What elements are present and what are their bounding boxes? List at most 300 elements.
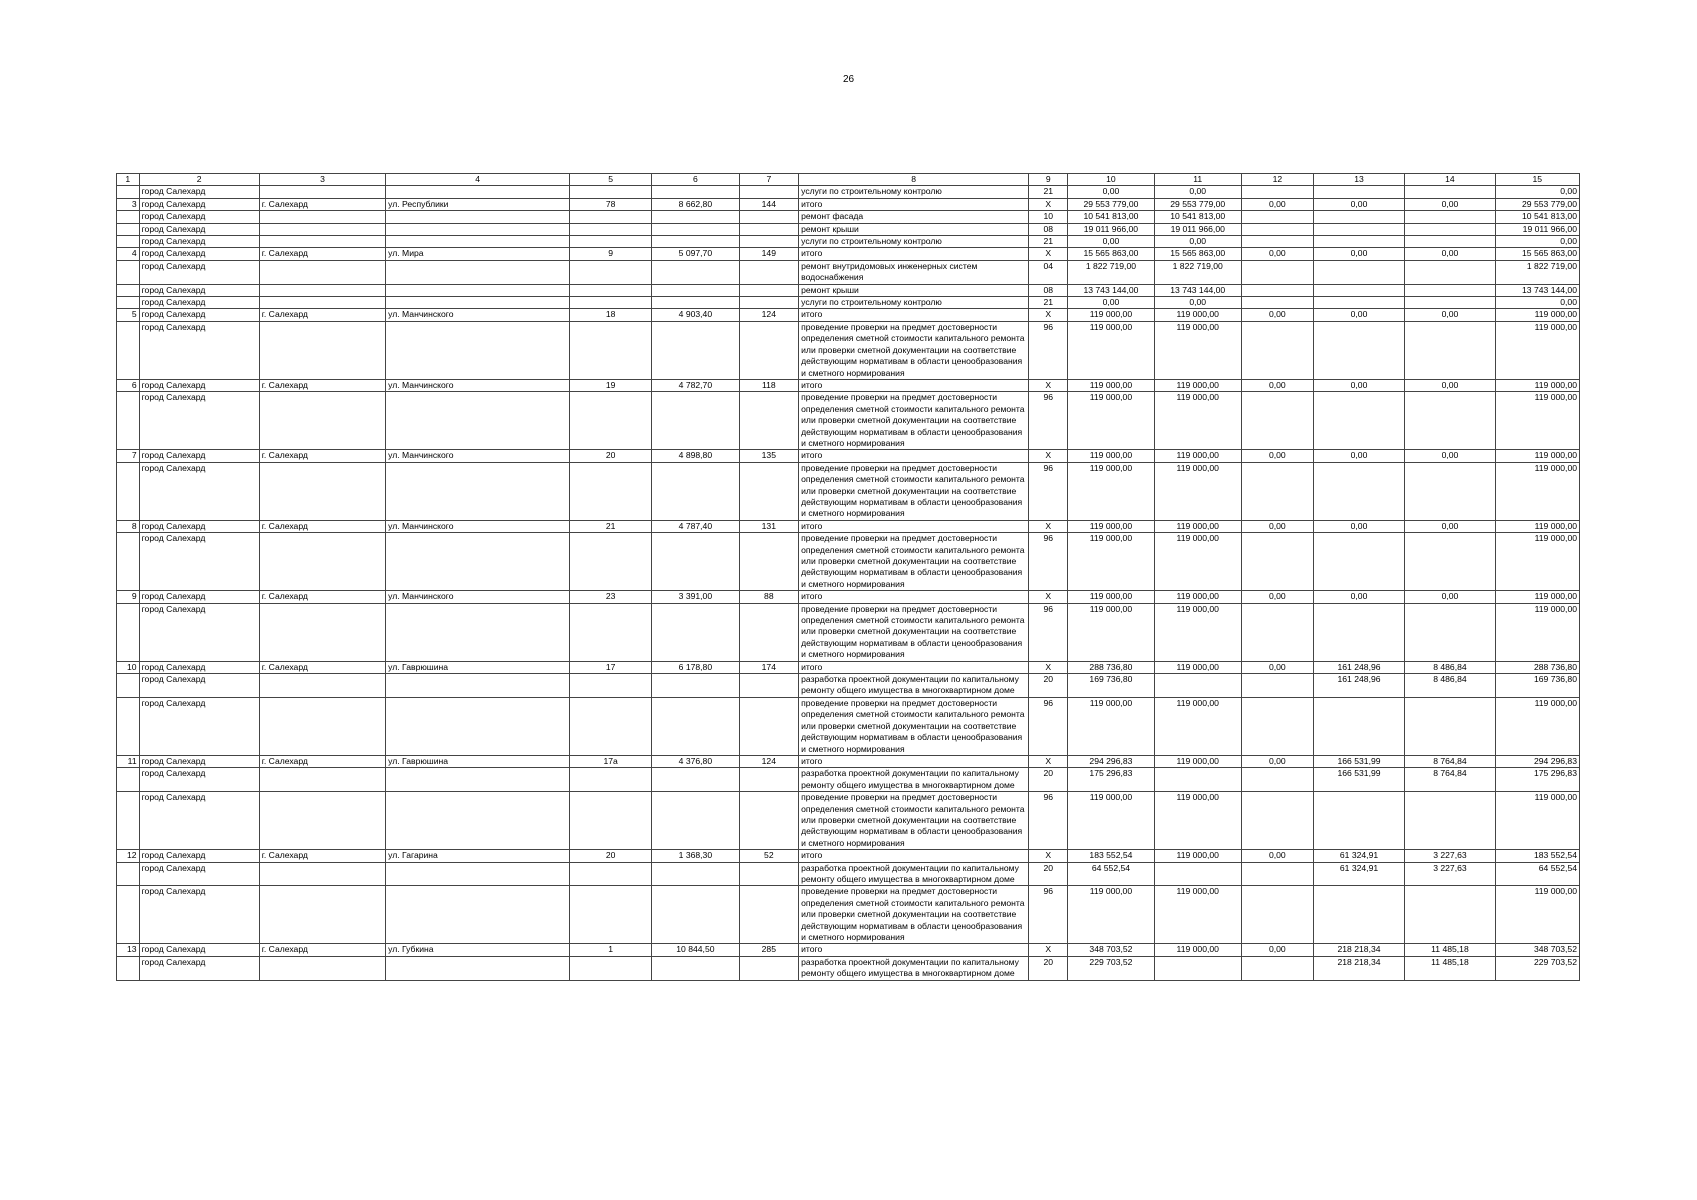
budget-cost-cell: 0,00 <box>1241 661 1313 673</box>
work-code-cell: 96 <box>1029 392 1068 450</box>
settlement-cell <box>259 462 385 520</box>
street-cell <box>386 697 570 755</box>
area-cell <box>652 321 739 379</box>
settlement-cell <box>259 392 385 450</box>
house-number-cell: 17 <box>570 661 652 673</box>
col-header: 4 <box>386 174 570 186</box>
work-code-cell: X <box>1029 661 1068 673</box>
district-cost-cell <box>1313 223 1404 235</box>
residents-cell: 118 <box>739 379 799 391</box>
table-row <box>117 450 1580 462</box>
sum-cell: 119 000,00 <box>1495 520 1579 532</box>
owners-cost-cell: 0,00 <box>1405 450 1495 462</box>
fund-cost-cell: 119 000,00 <box>1154 792 1241 850</box>
work-code-cell: 21 <box>1029 186 1068 198</box>
total-cost-cell: 348 703,52 <box>1068 944 1154 956</box>
fund-cost-cell: 15 565 863,00 <box>1154 248 1241 260</box>
work-code-cell: X <box>1029 450 1068 462</box>
work-type-cell: итого <box>799 198 1029 210</box>
table-row <box>117 768 1580 792</box>
table-row <box>117 284 1580 296</box>
owners-cost-cell <box>1405 236 1495 248</box>
settlement-cell <box>259 186 385 198</box>
settlement-cell <box>259 697 385 755</box>
residents-cell: 124 <box>739 755 799 767</box>
work-type-cell: проведение проверки на предмет достоверности определения сметной стоимости капитального ремонта или проверки сметной документации на соответствие действующим нормативам в области ценообразования и сметного нормирования <box>799 392 1029 450</box>
table-row <box>117 198 1580 210</box>
work-code-cell: 20 <box>1029 674 1068 698</box>
total-cost-cell: 119 000,00 <box>1068 591 1154 603</box>
budget-cost-cell <box>1241 533 1313 591</box>
municipality-cell: город Салехард <box>139 674 259 698</box>
budget-cost-cell: 0,00 <box>1241 450 1313 462</box>
work-code-cell: X <box>1029 309 1068 321</box>
settlement-cell: г. Салехард <box>259 591 385 603</box>
residents-cell <box>739 223 799 235</box>
area-cell <box>652 284 739 296</box>
street-cell <box>386 862 570 886</box>
table-row <box>117 661 1580 673</box>
district-cost-cell <box>1313 186 1404 198</box>
house-number-cell: 21 <box>570 520 652 532</box>
residents-cell <box>739 321 799 379</box>
street-cell: ул. Манчинского <box>386 309 570 321</box>
settlement-cell <box>259 533 385 591</box>
municipality-cell: город Салехард <box>139 321 259 379</box>
sum-cell: 13 743 144,00 <box>1495 284 1579 296</box>
settlement-cell <box>259 768 385 792</box>
total-cost-cell: 119 000,00 <box>1068 886 1154 944</box>
fund-cost-cell: 119 000,00 <box>1154 321 1241 379</box>
sum-cell: 288 736,80 <box>1495 661 1579 673</box>
budget-cost-cell <box>1241 284 1313 296</box>
row-number-cell <box>117 956 140 980</box>
settlement-cell <box>259 236 385 248</box>
total-cost-cell: 0,00 <box>1068 297 1154 309</box>
area-cell: 6 178,80 <box>652 661 739 673</box>
area-cell <box>652 462 739 520</box>
work-code-cell: X <box>1029 755 1068 767</box>
district-cost-cell: 0,00 <box>1313 309 1404 321</box>
municipality-cell: город Салехард <box>139 236 259 248</box>
fund-cost-cell: 119 000,00 <box>1154 450 1241 462</box>
work-code-cell: X <box>1029 944 1068 956</box>
house-number-cell <box>570 674 652 698</box>
area-cell <box>652 297 739 309</box>
budget-cost-cell: 0,00 <box>1241 591 1313 603</box>
owners-cost-cell <box>1405 211 1495 223</box>
work-code-cell: 21 <box>1029 236 1068 248</box>
house-number-cell <box>570 186 652 198</box>
house-number-cell <box>570 768 652 792</box>
area-cell: 5 097,70 <box>652 248 739 260</box>
work-type-cell: ремонт внутридомовых инженерных систем водоснабжения <box>799 260 1029 284</box>
row-number-cell <box>117 284 140 296</box>
street-cell <box>386 603 570 661</box>
work-type-cell: услуги по строительному контролю <box>799 186 1029 198</box>
house-number-cell <box>570 792 652 850</box>
house-number-cell <box>570 862 652 886</box>
owners-cost-cell: 0,00 <box>1405 520 1495 532</box>
sum-cell: 119 000,00 <box>1495 697 1579 755</box>
fund-cost-cell: 19 011 966,00 <box>1154 223 1241 235</box>
total-cost-cell: 119 000,00 <box>1068 533 1154 591</box>
residents-cell <box>739 211 799 223</box>
col-header: 1 <box>117 174 140 186</box>
col-header: 15 <box>1495 174 1579 186</box>
budget-cost-cell <box>1241 321 1313 379</box>
table-row <box>117 321 1580 379</box>
district-cost-cell: 0,00 <box>1313 520 1404 532</box>
residents-cell <box>739 297 799 309</box>
table-row <box>117 223 1580 235</box>
budget-cost-cell: 0,00 <box>1241 944 1313 956</box>
sum-cell: 119 000,00 <box>1495 591 1579 603</box>
work-type-cell: ремонт крыши <box>799 223 1029 235</box>
work-code-cell: 96 <box>1029 603 1068 661</box>
area-cell: 1 368,30 <box>652 850 739 862</box>
work-type-cell: итого <box>799 309 1029 321</box>
settlement-cell: г. Салехард <box>259 248 385 260</box>
residents-cell <box>739 533 799 591</box>
municipality-cell: город Салехард <box>139 956 259 980</box>
residents-cell: 131 <box>739 520 799 532</box>
row-number-cell: 10 <box>117 661 140 673</box>
table-row <box>117 186 1580 198</box>
sum-cell: 119 000,00 <box>1495 309 1579 321</box>
owners-cost-cell: 8 764,84 <box>1405 755 1495 767</box>
sum-cell: 29 553 779,00 <box>1495 198 1579 210</box>
owners-cost-cell <box>1405 260 1495 284</box>
house-number-cell <box>570 260 652 284</box>
sum-cell: 64 552,54 <box>1495 862 1579 886</box>
table-row <box>117 697 1580 755</box>
row-number-cell <box>117 792 140 850</box>
house-number-cell <box>570 886 652 944</box>
work-type-cell: проведение проверки на предмет достоверности определения сметной стоимости капитального ремонта или проверки сметной документации на соответствие действующим нормативам в области ценообразования и сметного нормирования <box>799 462 1029 520</box>
house-number-cell <box>570 236 652 248</box>
row-number-cell <box>117 462 140 520</box>
area-cell <box>652 768 739 792</box>
district-cost-cell <box>1313 236 1404 248</box>
work-type-cell: разработка проектной документации по капитальному ремонту общего имущества в многоквартирном доме <box>799 956 1029 980</box>
municipality-cell: город Салехард <box>139 198 259 210</box>
work-type-cell: проведение проверки на предмет достоверности определения сметной стоимости капитального ремонта или проверки сметной документации на соответствие действующим нормативам в области ценообразования и сметного нормирования <box>799 533 1029 591</box>
owners-cost-cell: 11 485,18 <box>1405 944 1495 956</box>
work-type-cell: разработка проектной документации по капитальному ремонту общего имущества в многоквартирном доме <box>799 674 1029 698</box>
municipality-cell: город Салехард <box>139 755 259 767</box>
fund-cost-cell: 119 000,00 <box>1154 309 1241 321</box>
col-header: 7 <box>739 174 799 186</box>
row-number-cell <box>117 533 140 591</box>
district-cost-cell: 166 531,99 <box>1313 755 1404 767</box>
area-cell <box>652 792 739 850</box>
fund-cost-cell: 119 000,00 <box>1154 520 1241 532</box>
fund-cost-cell: 10 541 813,00 <box>1154 211 1241 223</box>
municipality-cell: город Салехард <box>139 379 259 391</box>
budget-cost-cell <box>1241 886 1313 944</box>
col-header: 3 <box>259 174 385 186</box>
table-row <box>117 591 1580 603</box>
total-cost-cell: 119 000,00 <box>1068 792 1154 850</box>
table-row <box>117 886 1580 944</box>
row-number-cell: 11 <box>117 755 140 767</box>
area-cell <box>652 956 739 980</box>
municipality-cell: город Салехард <box>139 248 259 260</box>
budget-cost-cell <box>1241 768 1313 792</box>
total-cost-cell: 119 000,00 <box>1068 520 1154 532</box>
street-cell: ул. Республики <box>386 198 570 210</box>
municipality-cell: город Салехард <box>139 603 259 661</box>
work-type-cell: итого <box>799 591 1029 603</box>
work-type-cell: итого <box>799 755 1029 767</box>
row-number-cell <box>117 886 140 944</box>
settlement-cell <box>259 223 385 235</box>
street-cell <box>386 768 570 792</box>
area-cell <box>652 533 739 591</box>
total-cost-cell: 29 553 779,00 <box>1068 198 1154 210</box>
owners-cost-cell: 8 764,84 <box>1405 768 1495 792</box>
street-cell <box>386 284 570 296</box>
work-type-cell: проведение проверки на предмет достоверности определения сметной стоимости капитального ремонта или проверки сметной документации на соответствие действующим нормативам в области ценообразования и сметного нормирования <box>799 321 1029 379</box>
municipality-cell: город Салехард <box>139 211 259 223</box>
residents-cell <box>739 186 799 198</box>
settlement-cell: г. Салехард <box>259 944 385 956</box>
work-type-cell: итого <box>799 661 1029 673</box>
col-header: 12 <box>1241 174 1313 186</box>
area-cell: 4 376,80 <box>652 755 739 767</box>
total-cost-cell: 119 000,00 <box>1068 697 1154 755</box>
fund-cost-cell: 119 000,00 <box>1154 533 1241 591</box>
street-cell <box>386 236 570 248</box>
area-cell <box>652 211 739 223</box>
work-code-cell: 21 <box>1029 297 1068 309</box>
house-number-cell: 78 <box>570 198 652 210</box>
work-code-cell: X <box>1029 850 1068 862</box>
work-type-cell: проведение проверки на предмет достоверности определения сметной стоимости капитального ремонта или проверки сметной документации на соответствие действующим нормативам в области ценообразования и сметного нормирования <box>799 792 1029 850</box>
residents-cell <box>739 236 799 248</box>
table-row <box>117 944 1580 956</box>
table-row <box>117 956 1580 980</box>
budget-cost-cell <box>1241 674 1313 698</box>
street-cell: ул. Манчинского <box>386 591 570 603</box>
work-code-cell: X <box>1029 591 1068 603</box>
area-cell <box>652 223 739 235</box>
work-type-cell: итого <box>799 379 1029 391</box>
row-number-cell: 13 <box>117 944 140 956</box>
sum-cell: 119 000,00 <box>1495 321 1579 379</box>
settlement-cell: г. Салехард <box>259 198 385 210</box>
work-type-cell: проведение проверки на предмет достоверности определения сметной стоимости капитального ремонта или проверки сметной документации на соответствие действующим нормативам в области ценообразования и сметного нормирования <box>799 697 1029 755</box>
row-number-cell: 3 <box>117 198 140 210</box>
house-number-cell: 17а <box>570 755 652 767</box>
fund-cost-cell: 119 000,00 <box>1154 603 1241 661</box>
residents-cell <box>739 697 799 755</box>
table-row <box>117 862 1580 886</box>
house-number-cell <box>570 321 652 379</box>
fund-cost-cell <box>1154 768 1241 792</box>
district-cost-cell <box>1313 392 1404 450</box>
settlement-cell: г. Салехард <box>259 309 385 321</box>
budget-cost-cell <box>1241 297 1313 309</box>
settlement-cell <box>259 792 385 850</box>
area-cell <box>652 603 739 661</box>
municipality-cell: город Салехард <box>139 309 259 321</box>
residents-cell: 174 <box>739 661 799 673</box>
work-type-cell: ремонт крыши <box>799 284 1029 296</box>
municipality-cell: город Салехард <box>139 661 259 673</box>
work-code-cell: 96 <box>1029 321 1068 379</box>
municipality-cell: город Салехард <box>139 886 259 944</box>
work-type-cell: разработка проектной документации по капитальному ремонту общего имущества в многоквартирном доме <box>799 862 1029 886</box>
street-cell: ул. Гагарина <box>386 850 570 862</box>
total-cost-cell: 10 541 813,00 <box>1068 211 1154 223</box>
owners-cost-cell: 0,00 <box>1405 379 1495 391</box>
sum-cell: 348 703,52 <box>1495 944 1579 956</box>
area-cell <box>652 697 739 755</box>
owners-cost-cell: 0,00 <box>1405 591 1495 603</box>
budget-cost-cell <box>1241 956 1313 980</box>
municipality-cell: город Салехард <box>139 768 259 792</box>
municipality-cell: город Салехард <box>139 697 259 755</box>
sum-cell: 119 000,00 <box>1495 886 1579 944</box>
table-row <box>117 309 1580 321</box>
sum-cell: 119 000,00 <box>1495 379 1579 391</box>
house-number-cell: 20 <box>570 450 652 462</box>
total-cost-cell: 175 296,83 <box>1068 768 1154 792</box>
work-code-cell: 20 <box>1029 956 1068 980</box>
row-number-cell <box>117 697 140 755</box>
sum-cell: 0,00 <box>1495 297 1579 309</box>
table-row <box>117 211 1580 223</box>
area-cell: 4 782,70 <box>652 379 739 391</box>
district-cost-cell: 0,00 <box>1313 379 1404 391</box>
area-cell <box>652 260 739 284</box>
budget-cost-cell: 0,00 <box>1241 198 1313 210</box>
total-cost-cell: 15 565 863,00 <box>1068 248 1154 260</box>
residents-cell: 52 <box>739 850 799 862</box>
row-number-cell: 4 <box>117 248 140 260</box>
fund-cost-cell: 119 000,00 <box>1154 697 1241 755</box>
residents-cell: 135 <box>739 450 799 462</box>
residents-cell: 149 <box>739 248 799 260</box>
total-cost-cell: 119 000,00 <box>1068 450 1154 462</box>
total-cost-cell: 13 743 144,00 <box>1068 284 1154 296</box>
settlement-cell <box>259 603 385 661</box>
settlement-cell: г. Салехард <box>259 661 385 673</box>
sum-cell: 119 000,00 <box>1495 392 1579 450</box>
house-number-cell <box>570 462 652 520</box>
total-cost-cell: 0,00 <box>1068 236 1154 248</box>
street-cell <box>386 792 570 850</box>
work-code-cell: 20 <box>1029 768 1068 792</box>
budget-cost-cell <box>1241 223 1313 235</box>
row-number-cell <box>117 211 140 223</box>
house-number-cell <box>570 392 652 450</box>
settlement-cell <box>259 321 385 379</box>
page-number: 26 <box>842 74 855 85</box>
budget-cost-cell <box>1241 462 1313 520</box>
fund-cost-cell: 119 000,00 <box>1154 850 1241 862</box>
col-header: 13 <box>1313 174 1404 186</box>
row-number-cell <box>117 768 140 792</box>
table-row <box>117 792 1580 850</box>
district-cost-cell: 218 218,34 <box>1313 944 1404 956</box>
municipality-cell: город Салехард <box>139 792 259 850</box>
row-number-cell <box>117 603 140 661</box>
budget-cost-cell <box>1241 603 1313 661</box>
table-row <box>117 297 1580 309</box>
district-cost-cell <box>1313 211 1404 223</box>
work-code-cell: X <box>1029 198 1068 210</box>
fund-cost-cell: 119 000,00 <box>1154 886 1241 944</box>
total-cost-cell: 119 000,00 <box>1068 603 1154 661</box>
residents-cell: 88 <box>739 591 799 603</box>
owners-cost-cell: 8 486,84 <box>1405 674 1495 698</box>
owners-cost-cell <box>1405 533 1495 591</box>
house-number-cell: 20 <box>570 850 652 862</box>
area-cell: 8 662,80 <box>652 198 739 210</box>
budget-cost-cell <box>1241 392 1313 450</box>
total-cost-cell: 169 736,80 <box>1068 674 1154 698</box>
total-cost-cell: 119 000,00 <box>1068 379 1154 391</box>
col-header: 10 <box>1068 174 1154 186</box>
fund-cost-cell: 119 000,00 <box>1154 462 1241 520</box>
row-number-cell: 5 <box>117 309 140 321</box>
house-number-cell: 19 <box>570 379 652 391</box>
owners-cost-cell <box>1405 392 1495 450</box>
street-cell: ул. Гаврюшина <box>386 755 570 767</box>
owners-cost-cell <box>1405 462 1495 520</box>
settlement-cell: г. Салехард <box>259 520 385 532</box>
col-header: 2 <box>139 174 259 186</box>
settlement-cell <box>259 862 385 886</box>
municipality-cell: город Салехард <box>139 850 259 862</box>
district-cost-cell <box>1313 284 1404 296</box>
budget-cost-cell: 0,00 <box>1241 755 1313 767</box>
house-number-cell <box>570 956 652 980</box>
work-type-cell: итого <box>799 450 1029 462</box>
district-cost-cell: 61 324,91 <box>1313 850 1404 862</box>
col-header: 5 <box>570 174 652 186</box>
residents-cell <box>739 603 799 661</box>
district-cost-cell: 61 324,91 <box>1313 862 1404 886</box>
budget-cost-cell: 0,00 <box>1241 248 1313 260</box>
district-cost-cell <box>1313 533 1404 591</box>
col-header: 11 <box>1154 174 1241 186</box>
street-cell <box>386 392 570 450</box>
row-number-cell: 7 <box>117 450 140 462</box>
municipality-cell: город Салехард <box>139 533 259 591</box>
settlement-cell: г. Салехард <box>259 755 385 767</box>
fund-cost-cell: 0,00 <box>1154 236 1241 248</box>
table-row <box>117 755 1580 767</box>
row-number-cell <box>117 236 140 248</box>
district-cost-cell: 0,00 <box>1313 198 1404 210</box>
budget-cost-cell: 0,00 <box>1241 850 1313 862</box>
settlement-cell: г. Салехард <box>259 450 385 462</box>
house-number-cell <box>570 533 652 591</box>
work-code-cell: 96 <box>1029 462 1068 520</box>
street-cell <box>386 956 570 980</box>
total-cost-cell: 19 011 966,00 <box>1068 223 1154 235</box>
row-number-cell <box>117 186 140 198</box>
settlement-cell <box>259 674 385 698</box>
sum-cell: 119 000,00 <box>1495 792 1579 850</box>
municipality-cell: город Салехард <box>139 260 259 284</box>
sum-cell: 294 296,83 <box>1495 755 1579 767</box>
settlement-cell: г. Салехард <box>259 850 385 862</box>
